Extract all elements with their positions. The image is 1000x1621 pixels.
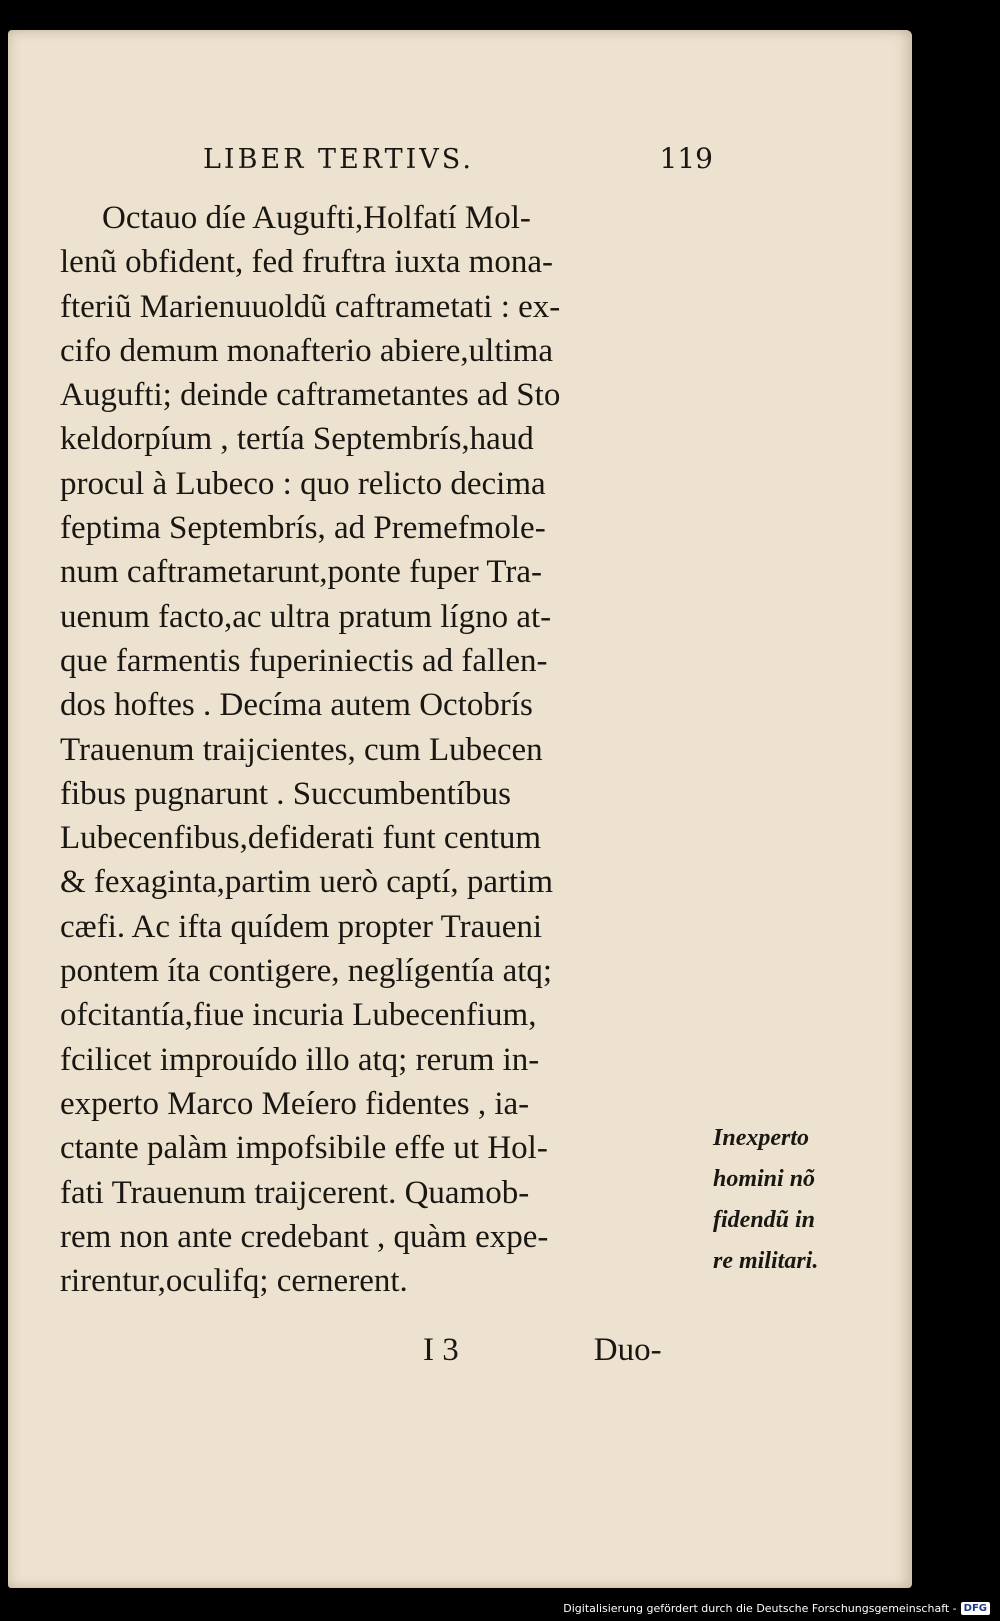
marginal-note-line: homini nõ [713, 1166, 816, 1192]
text-line: & fexaginta,partim uerò captí, partim [60, 864, 553, 901]
text-line: keldorpíum , tertía Septembrís,haud [60, 421, 534, 458]
running-title: LIBER TERTIVS. [203, 144, 474, 175]
text-line: Augufti; deinde caftrametantes ad Sto [60, 377, 561, 414]
text-line: Lubecenfibus,defiderati funt centum [60, 820, 542, 857]
text-line: Octauo díe Augufti,Holfatí Mol- [102, 200, 531, 236]
text-line: pontem íta contigere, neglígentía atq; [60, 953, 553, 990]
text-line: Trauenum traijcientes, cum Lubecen [60, 731, 543, 768]
text-line: rirentur,oculifq; cernerent. [60, 1263, 408, 1300]
text-line: fteriũ Marienuuoldũ caftrametati : ex- [60, 288, 561, 325]
text-line: fati Trauenum traijcerent. Quamob- [60, 1174, 530, 1211]
page-number: 119 [659, 142, 713, 175]
book-page [8, 30, 912, 1588]
catchword: Duo- [593, 1332, 662, 1368]
text-line: fibus pugnarunt . Succumbentíbus [60, 775, 511, 812]
marginal-note [713, 1118, 863, 1282]
body-text [60, 196, 720, 1303]
footer-credit: Digitalisierung gefördert durch die Deutsche Forschungsgemeinschaft - [563, 1602, 957, 1615]
text-line: num caftrametarunt,ponte fuper Tra- [60, 554, 543, 591]
text-line: que farmentis fuperiniectis ad fallen- [60, 642, 548, 679]
text-line: experto Marco Meíero fidentes , ia- [60, 1085, 530, 1122]
digitization-footer [563, 1602, 990, 1615]
marginal-note-line: re militari. [713, 1248, 819, 1274]
text-line: cæfi. Ac ifta quídem propter Traueni [60, 908, 543, 945]
text-line: ofcitantía,fiue incuria Lubecenfium, [60, 997, 537, 1034]
text-line: procul à Lubeco : quo relicto decima [60, 465, 546, 502]
text-line: ctante palàm impofsibile effe ut Hol- [60, 1130, 548, 1167]
dfg-logo-icon: DFG [961, 1602, 990, 1615]
text-line: lenũ obfident, fed fruftra iuxta mona- [60, 244, 553, 281]
text-line: cifo demum monafterio abiere,ultima [60, 332, 553, 369]
text-line: uenum facto,ac ultra pratum lígno at- [60, 598, 552, 635]
signature-line [423, 1332, 723, 1369]
text-line: fcilicet improuído illo atq; rerum in- [60, 1041, 540, 1078]
marginal-note-line: Inexperto [713, 1125, 809, 1151]
text-line: rem non ante credebant , quàm expe- [60, 1218, 549, 1255]
marginal-note-line: fidendũ in [713, 1207, 816, 1233]
text-line: dos hoftes . Decíma autem Octobrís [60, 687, 533, 724]
running-header [203, 142, 713, 182]
text-line: feptima Septembrís, ad Premefmole- [60, 510, 546, 547]
signature-mark: I 3 [423, 1332, 459, 1368]
